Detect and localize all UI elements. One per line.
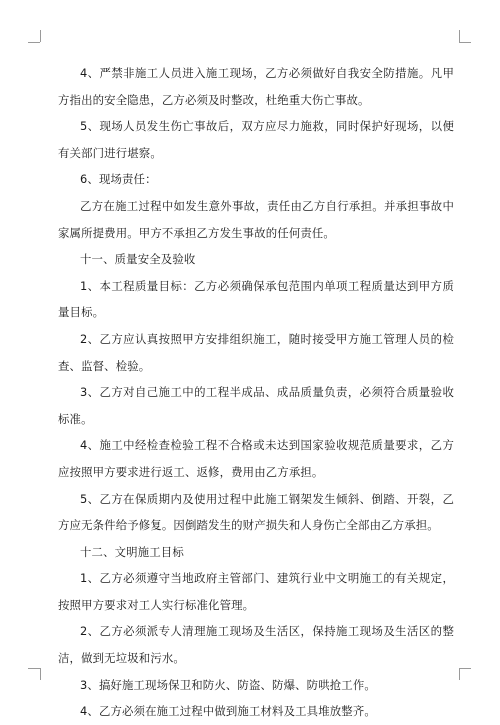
paragraph: 2、乙方必须派专人清理施工现场及生活区，保持施工现场及生活区的整洁，做到无垃圾和污水。 [58,624,454,666]
crop-mark-top-left-v [40,30,41,42]
paragraph: 5、乙方在保质期内及使用过程中此施工钢架发生倾斜、倒踏、开裂，乙方应无条件给予修复。因倒踏发生的财产损失和人身伤亡全部由乙方承担。 [58,491,454,533]
section-heading: 十一、质量安全及验收 [80,252,196,267]
paragraph: 1、本工程质量目标：乙方必须确保承包范围内单项工程质量达到甲方质量目标。 [58,278,454,320]
crop-mark-bottom-left-v [40,668,41,680]
paragraph: 2、乙方应认真按照甲方安排组织施工，随时接受甲方施工管理人员的检查、监督、检验。 [58,331,454,373]
section-heading: 十二、文明施工目标 [80,544,184,559]
document-body [58,60,454,725]
crop-mark-bottom-right-h [459,668,471,669]
paragraph: 1、乙方必须遵守当地政府主管部门、建筑行业中文明施工的有关规定，按照甲方要求对工人实行标准化管理。 [58,571,454,612]
paragraph: 3、乙方对自己施工中的工程半成品、成品质量负责，必须符合质量验收标准。 [58,385,454,426]
paragraph: 5、现场人员发生伤亡事故后，双方应尽力施救，同时保护好现场，以便有关部门进行堪察。 [58,119,454,160]
crop-mark-top-left-h [28,42,40,43]
paragraph: 4、施工中经检查检验工程不合格或未达到国家验收规范质量要求，乙方应按照甲方要求进行返工、返修，费用由乙方承担。 [58,438,454,479]
paragraph: 乙方在施工过程中如发生意外事故，责任由乙方自行承担。并承担事故中家属所提费用。甲方不承担乙方发生事故的任何责任。 [58,198,454,240]
paragraph: 3、搞好施工现场保卫和防火、防盗、防爆、防哄抢工作。 [80,677,376,692]
crop-mark-bottom-left-h [28,668,40,669]
paragraph: 4、乙方必须在施工过程中做到施工材料及工具堆放整齐。 [80,704,376,719]
crop-mark-top-right-h [459,42,471,43]
crop-mark-top-right-v [459,30,460,42]
crop-mark-bottom-right-v [459,668,460,680]
paragraph: 4、严禁非施工人员进入施工现场，乙方必须做好自我安全防措施。凡甲方指出的安全隐患，乙方必须及时整改，杜绝重大伤亡事故。 [58,66,454,107]
paragraph: 6、现场责任： [80,172,157,187]
